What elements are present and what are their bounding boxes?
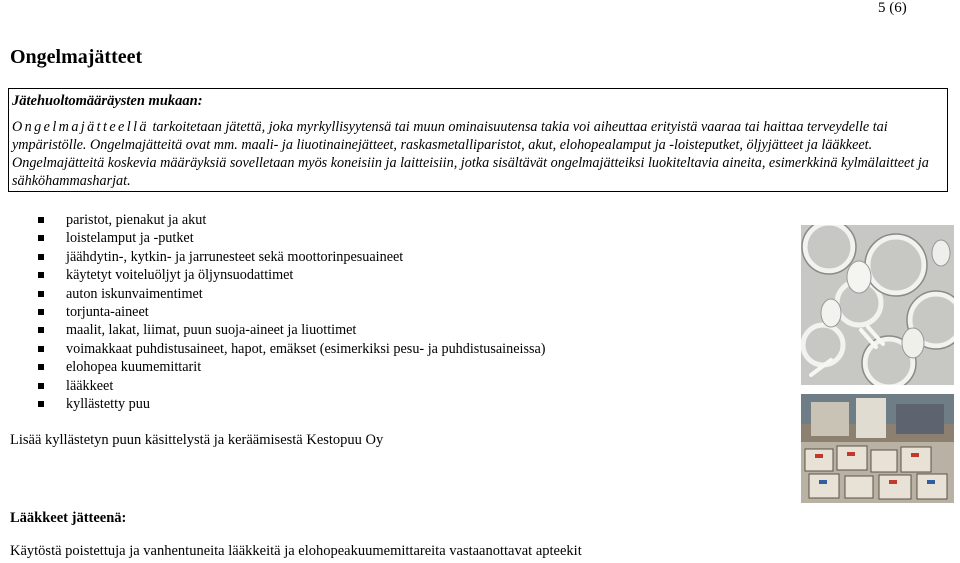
square-bullet-icon [38, 217, 44, 223]
kestopuu-note: Lisää kyllästetyn puun käsittelystä ja keräämisestä Kestopuu Oy [10, 432, 384, 448]
spaced-term: Ongelmajätteellä [12, 119, 149, 135]
list-item-text: maalit, lakat, liimat, puun suoja-aineet ja liuottimet [66, 322, 357, 339]
page-number: 5 (6) [878, 0, 907, 16]
list-item-text: käytetyt voiteluöljyt ja öljynsuodattimet [66, 267, 294, 284]
list-item [38, 303, 546, 321]
lamps-photo [801, 225, 954, 385]
list-item [38, 266, 546, 284]
square-bullet-icon [38, 235, 44, 241]
list-item-text: kyllästetty puu [66, 396, 150, 413]
hazardous-waste-list [38, 211, 546, 413]
list-item [38, 321, 546, 339]
list-item [38, 395, 546, 413]
list-item-text: elohopea kuumemittarit [66, 359, 202, 376]
square-bullet-icon [38, 364, 44, 370]
list-item-text: torjunta-aineet [66, 304, 149, 321]
square-bullet-icon [38, 254, 44, 260]
square-bullet-icon [38, 346, 44, 352]
list-item [38, 248, 546, 266]
list-item [38, 340, 546, 358]
page-title: Ongelmajätteet [10, 46, 143, 68]
list-item [38, 377, 546, 395]
list-item-text: lääkkeet [66, 377, 114, 394]
regulations-text [12, 118, 943, 190]
list-item-text: jäähdytin-, kytkin- ja jarrunesteet sekä moottorinpesuaineet [66, 248, 404, 265]
list-item-text: voimakkaat puhdistusaineet, hapot, emäkset (esimerkiksi pesu- ja puhdistusaineissa) [66, 340, 546, 357]
regulations-heading: Jätehuoltomääräysten mukaan: [12, 93, 203, 109]
waste-regulations-box [8, 88, 948, 192]
medicine-heading: Lääkkeet jätteenä: [10, 510, 127, 526]
list-item-text: auton iskunvaimentimet [66, 285, 203, 302]
square-bullet-icon [38, 327, 44, 333]
square-bullet-icon [38, 309, 44, 315]
square-bullet-icon [38, 272, 44, 278]
list-item [38, 211, 546, 229]
list-item-text: loistelamput ja -putket [66, 230, 194, 247]
regulations-body: tarkoitetaan jätettä, joka myrkyllisyytensä tai muun ominaisuutensa takia voi aiheuttaa erityistä vaaraa tai haittaa terveydelle tai ympäristölle. Ongelmajätteitä ovat mm. maali- ja liuotinainejätteet, raskasmetalliparistot, akut, elohopealamput ja -loisteputket, öljyjätteet ja lääkkeet. Ongelmajätteitä koskevia määräyksiä sovelletaan myös koneisiin ja laitteisiin, jotka sisältävät ongelmajätteiksi luokiteltavia aineita, esimerkkinä kylmälaitteet ja sähköhammasharjat. [12, 119, 929, 189]
medicine-text: Käytöstä poistettuja ja vanhentuneita lääkkeitä ja elohopeakuumemittareita vastaanottavat apteekit [10, 543, 582, 559]
square-bullet-icon [38, 291, 44, 297]
list-item [38, 358, 546, 376]
square-bullet-icon [38, 383, 44, 389]
list-item [38, 285, 546, 303]
batteries-photo [801, 394, 954, 503]
list-item-text: paristot, pienakut ja akut [66, 212, 207, 228]
square-bullet-icon [38, 401, 44, 407]
list-item [38, 229, 546, 247]
